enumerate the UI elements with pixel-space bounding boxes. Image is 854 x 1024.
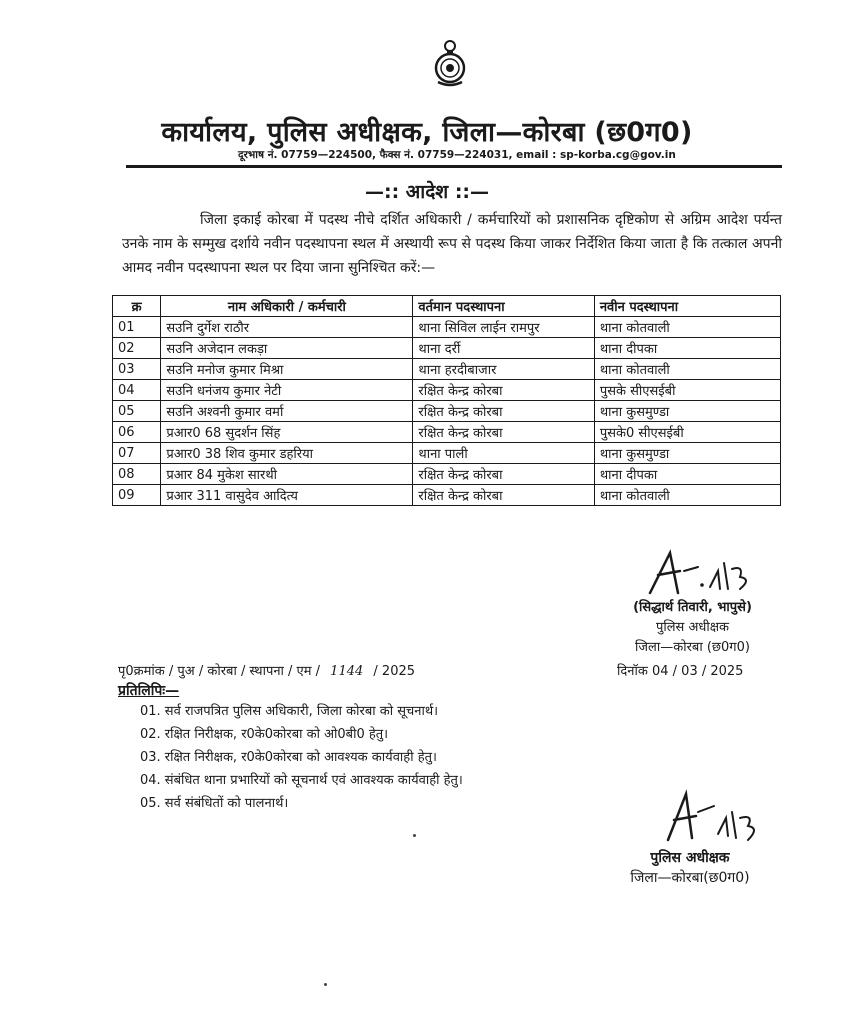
name-cell: सउनि अजेदान लकड़ा [161, 338, 413, 359]
list-item: 02. रक्षित निरीक्षक, र0के0कोरबा को ओ0बी0 हेतु। [140, 727, 389, 742]
copy-heading: प्रतिलिपिः— [118, 683, 180, 699]
order-body: जिला इकाई कोरबा में पदस्थ नीचे दर्शित अधिकारी / कर्मचारियों को प्रशासनिक दृष्टिकोण से अग्रिम आदेश पर्यन्त उनके नाम के सम्मुख दर्शाये नवीन पदस्थापना स्थल में अस्थायी रूप से पदस्थ किया जाकर निर्देशित किया जाता है कि तत्काल अपनी आमद नवीन पदस्थापना स्थल पर दिया जाना सुनिश्चित करें:— [122, 212, 782, 276]
table-row [113, 338, 781, 359]
current-posting-cell: रक्षित केन्द्र कोरबा [413, 401, 594, 422]
current-posting-cell: रक्षित केन्द्र कोरबा [413, 464, 594, 485]
signatory-name: (सिद्धार्थ तिवारी, भापुसे) [633, 600, 752, 615]
current-posting-cell: थाना हरदीबाजार [413, 359, 594, 380]
signature-1 [640, 545, 770, 600]
new-posting-cell: थाना कोतवाली [594, 485, 780, 506]
serial-cell: 08 [113, 464, 161, 485]
table-row [113, 317, 781, 338]
table-header-row [113, 296, 781, 317]
signatory-district: जिला—कोरबा (छ0ग0) [635, 640, 750, 655]
order-heading: —:: आदेश ::— [364, 181, 490, 203]
table-row [113, 422, 781, 443]
name-cell: सउनि अश्वनी कुमार वर्मा [161, 401, 413, 422]
table-row [113, 380, 781, 401]
header-serial: क्र [113, 296, 161, 317]
name-cell: सउनि दुर्गेश राठौर [161, 317, 413, 338]
signatory-district: जिला—कोरबा(छ0ग0) [630, 870, 750, 886]
serial-cell: 02 [113, 338, 161, 359]
serial-cell: 05 [113, 401, 161, 422]
current-posting-cell: थाना दर्री [413, 338, 594, 359]
list-item: 03. रक्षित निरीक्षक, र0के0कोरबा को आवश्यक कार्यवाही हेतु। [140, 750, 437, 765]
new-posting-cell: थाना कोतवाली [594, 317, 780, 338]
new-posting-cell: थाना कुसमुण्डा [594, 401, 780, 422]
new-posting-cell: थाना दीपका [594, 464, 780, 485]
table-row [113, 443, 781, 464]
reference-year: / 2025 [373, 664, 416, 679]
date-line [617, 661, 743, 679]
list-item: 01. सर्व राजपत्रित पुलिस अधिकारी, जिला कोरबा को सूचनार्थ। [140, 704, 439, 719]
serial-cell: 09 [113, 485, 161, 506]
reference-prefix: पृ0क्रमांक / पुअ / कोरबा / स्थापना / एम / [118, 664, 321, 679]
serial-cell: 06 [113, 422, 161, 443]
name-cell: प्रआर 311 वासुदेव आदित्य [161, 485, 413, 506]
current-posting-cell: रक्षित केन्द्र कोरबा [413, 485, 594, 506]
table-row [113, 485, 781, 506]
name-cell: सउनि मनोज कुमार मिश्रा [161, 359, 413, 380]
current-posting-cell: रक्षित केन्द्र कोरबा [413, 380, 594, 401]
new-posting-cell: थाना कोतवाली [594, 359, 780, 380]
list-item: 04. संबंधित थाना प्रभारियों को सूचनार्थ एवं आवश्यक कार्यवाही हेतु। [140, 773, 463, 788]
table-row [113, 401, 781, 422]
contact-line: दूरभाष नं. 07759—224500, फैक्स नं. 07759—224031, email : sp-korba.cg@gov.in [238, 149, 676, 161]
copy-list [140, 700, 463, 815]
serial-cell: 03 [113, 359, 161, 380]
table-row [113, 359, 781, 380]
name-cell: प्रआर0 68 सुदर्शन सिंह [161, 422, 413, 443]
signatory-title: पुलिस अधीक्षक [655, 620, 730, 635]
header-current-posting: वर्तमान पदस्थापना [413, 296, 594, 317]
police-emblem-icon [432, 40, 468, 88]
current-posting-cell: रक्षित केन्द्र कोरबा [413, 422, 594, 443]
current-posting-cell: थाना पाली [413, 443, 594, 464]
serial-cell: 07 [113, 443, 161, 464]
header-name: नाम अधिकारी / कर्मचारी [161, 296, 413, 317]
serial-cell: 01 [113, 317, 161, 338]
new-posting-cell: पुसके0 सीएसईबी [594, 422, 780, 443]
current-posting-cell: थाना सिविल लाईन रामपुर [413, 317, 594, 338]
new-posting-cell: पुसके सीएसईबी [594, 380, 780, 401]
serial-cell: 04 [113, 380, 161, 401]
new-posting-cell: थाना दीपका [594, 338, 780, 359]
paper-speck [413, 834, 416, 837]
office-title: कार्यालय, पुलिस अधीक्षक, जिला—कोरबा (छ0ग0) [161, 117, 693, 148]
signatory-title: पुलिस अधीक्षक [650, 850, 730, 866]
signature-2 [660, 788, 770, 848]
new-posting-cell: थाना कुसमुण्डा [594, 443, 780, 464]
reference-line [118, 661, 415, 679]
name-cell: प्रआर0 38 शिव कुमार डहरिया [161, 443, 413, 464]
date-label: दिनॉक [617, 664, 648, 679]
signatory-block-1 [605, 598, 780, 658]
table-row [113, 464, 781, 485]
header-divider [126, 165, 782, 168]
list-item: 05. सर्व संबंधितों को पालनार्थ। [140, 796, 289, 811]
reference-number: 1144 [330, 664, 364, 679]
name-cell: प्रआर 84 मुकेश सारथी [161, 464, 413, 485]
signatory-block-2 [610, 848, 770, 888]
date-value: 04 / 03 / 2025 [651, 664, 744, 679]
name-cell: सउनि धनंजय कुमार नेटी [161, 380, 413, 401]
header-new-posting: नवीन पदस्थापना [594, 296, 780, 317]
paper-speck [324, 983, 327, 986]
posting-table [112, 295, 781, 506]
